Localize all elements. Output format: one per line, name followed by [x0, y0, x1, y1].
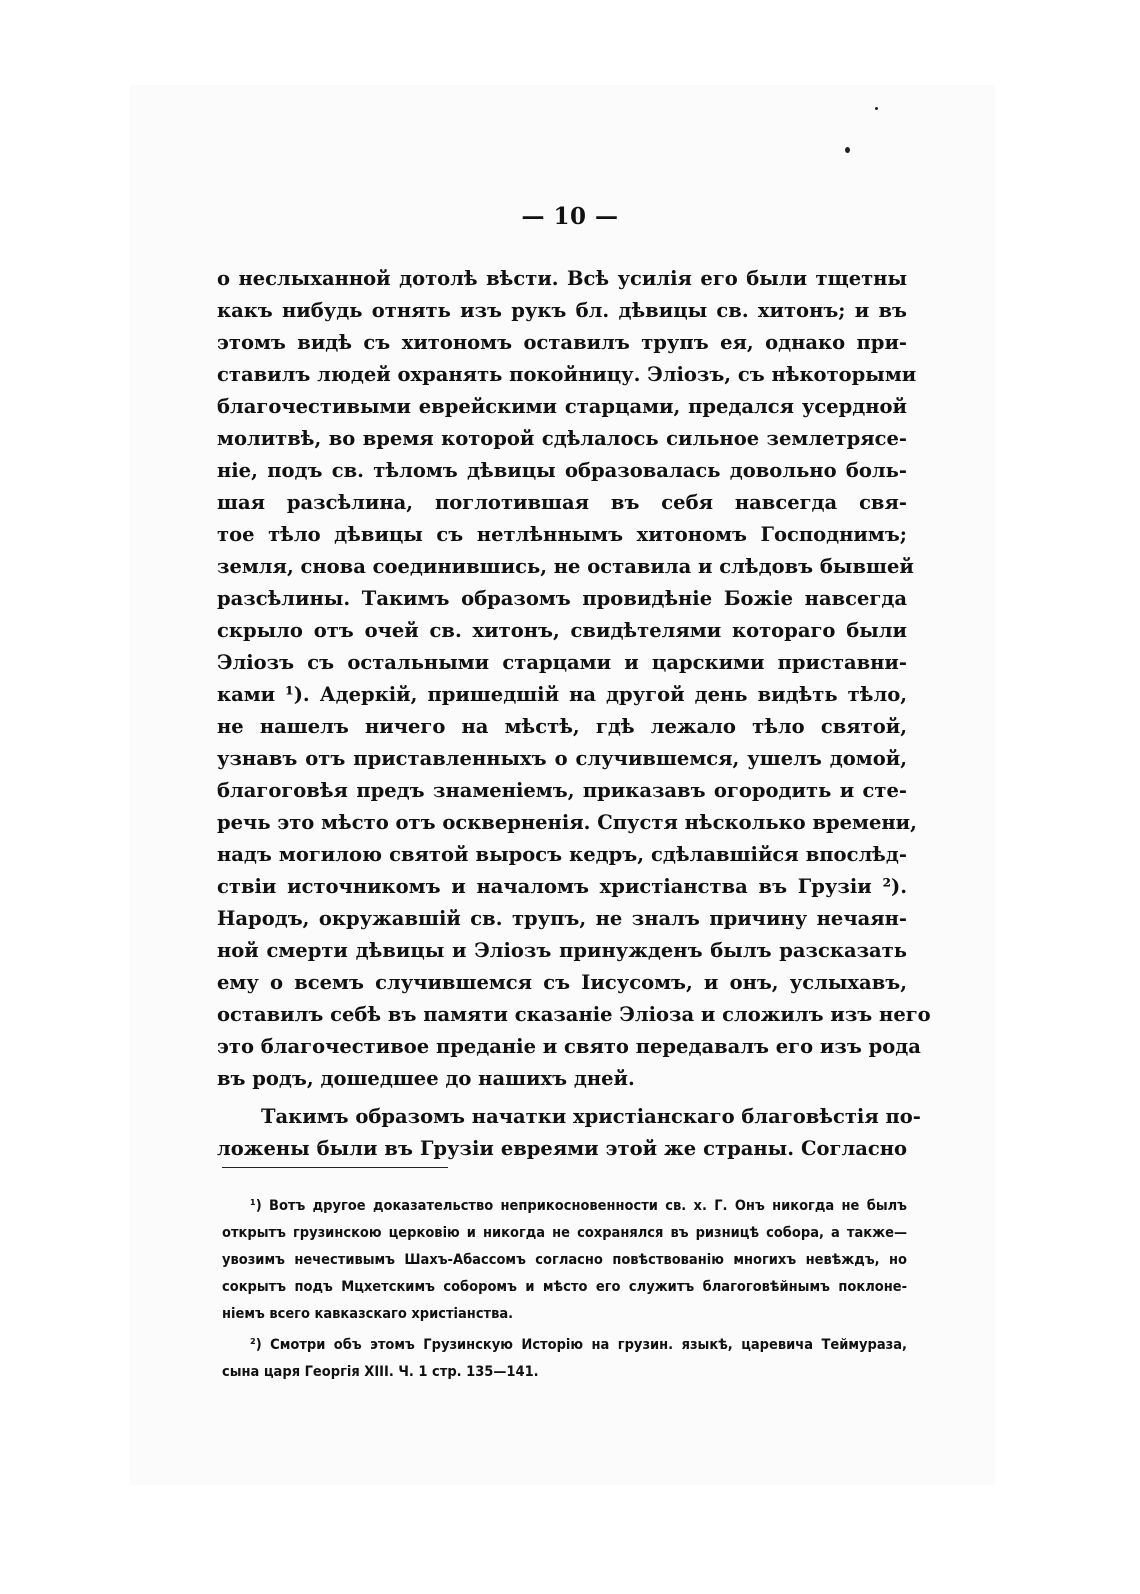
text-line: въ родъ, дошедшее до нашихъ дней.: [217, 1067, 635, 1090]
text-line: ему о всемъ случившемся съ Іисусомъ, и онъ, услыхавъ,: [217, 971, 907, 994]
text-line: тое тѣло дѣвицы съ нетлѣннымъ хитономъ Господнимъ;: [217, 523, 907, 546]
text-line: речь это мѣсто отъ оскверненія. Спустя нѣсколько времени,: [217, 811, 917, 834]
scan-speck: [845, 147, 850, 153]
text-line: земля, снова соединившись, не оставила и слѣдовъ бывшей: [217, 555, 914, 578]
text-line: разсѣлины. Такимъ образомъ провидѣніе Божіе навсегда: [217, 587, 907, 610]
text-line: этомъ видѣ съ хитономъ оставилъ трупъ ея, однако при-: [217, 331, 907, 354]
text-line: ками ¹). Адеркій, пришедшій на другой день видѣть тѣло,: [217, 683, 907, 706]
text-line: ставилъ людей охранять покойницу. Эліозъ, съ нѣкоторыми: [217, 363, 917, 386]
text-line: о неслыханной дотолѣ вѣсти. Всѣ усилія его были тщетны: [217, 267, 907, 290]
text-line: ной смерти дѣвицы и Эліозъ принужденъ былъ разсказать: [217, 939, 907, 962]
text-line: молитвѣ, во время которой сдѣлалось сильное землетрясе-: [217, 427, 907, 450]
footnote-line: увозимъ нечестивымъ Шахъ-Абассомъ согласно повѣствованію многихъ невѣждъ, но: [222, 1252, 907, 1268]
text-line: узнавъ отъ приставленныхъ о случившемся, ушелъ домой,: [217, 747, 907, 770]
scan-speck: [875, 107, 878, 110]
text-line: благочестивыми еврейскими старцами, предался усердной: [217, 395, 907, 418]
text-line: ствіи источникомъ и началомъ христіанства въ Грузіи ²).: [217, 875, 907, 898]
text-line: ложены были въ Грузіи евреями этой же страны. Согласно: [217, 1137, 907, 1160]
text-line: Народъ, окружавшій св. трупъ, не зналъ причину нечаян-: [217, 907, 907, 930]
text-line: скрыло отъ очей св. хитонъ, свидѣтелями котораго были: [217, 619, 907, 642]
text-line: Эліозъ съ остальными старцами и царскими приставни-: [217, 651, 907, 674]
footnote-line: ²) Смотри объ этомъ Грузинскую Исторію на грузин. языкѣ, царевича Теймураза,: [250, 1337, 907, 1353]
text-line: оставилъ себѣ въ памяти сказаніе Эліоза и сложилъ изъ него: [217, 1003, 931, 1026]
text-line: ніе, подъ св. тѣломъ дѣвицы образовалась довольно боль-: [217, 459, 907, 482]
text-line: благоговѣя предъ знаменіемъ, приказавъ огородить и сте-: [217, 779, 907, 802]
footnotes: [222, 1193, 907, 1386]
text-line: надъ могилою святой выросъ кедръ, сдѣлавшійся впослѣд-: [217, 843, 907, 866]
main-text: [217, 263, 931, 1165]
text-line: это благочестивое преданіе и свято передавалъ его изъ рода: [217, 1035, 921, 1058]
footnote-line: ніемъ всего кавказскаго христіанства.: [222, 1306, 514, 1322]
footnote-line: открытъ грузинскою церковію и никогда не сохранялся въ ризницѣ собора, а также—: [222, 1225, 907, 1241]
text-line: шая разсѣлина, поглотившая въ себя навсегда свя-: [217, 491, 907, 514]
footnote-line: сокрытъ подъ Мцхетскимъ соборомъ и мѣсто его служитъ благоговѣйнымъ поклоне-: [222, 1279, 907, 1295]
footnote-line: ¹) Вотъ другое доказательство неприкосновенности св. х. Г. Онъ никогда не былъ: [250, 1198, 907, 1214]
text-line: не нашелъ ничего на мѣстѣ, гдѣ лежало тѣло святой,: [217, 715, 907, 738]
text-line: Такимъ образомъ начатки христіанскаго благовѣстія по-: [261, 1105, 921, 1128]
footnote-separator: [222, 1167, 448, 1168]
page-number: — 10 —: [521, 203, 619, 230]
footnote-line: сына царя Георгія XIII. Ч. 1 стр. 135—141.: [222, 1364, 539, 1380]
text-line: какъ нибудь отнять изъ рукъ бл. дѣвицы св. хитонъ; и въ: [217, 299, 907, 322]
